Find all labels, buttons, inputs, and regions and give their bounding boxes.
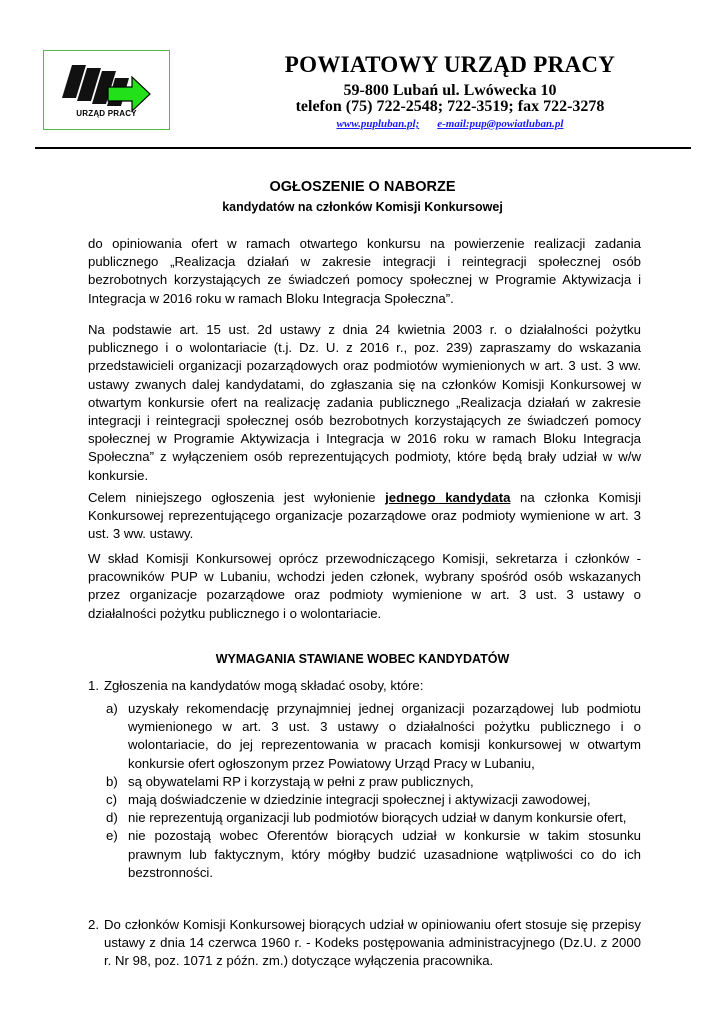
sub-item — [106, 791, 641, 809]
org-address: 59-800 Lubań ul. Lwówecka 10 — [343, 82, 557, 99]
sub-item-letter: d) — [106, 810, 118, 826]
logo-graphic — [44, 51, 171, 131]
sub-item-text: nie pozostają wobec Oferentów biorących udział w konkursie w takim stosunku prawnym lub faktycznym, który mógłby budzić uzasadnione wątpliwości co do ich bezstronności. — [128, 828, 641, 880]
paragraph-legal-basis: Na podstawie art. 15 ust. 2d ustawy z dnia 24 kwietnia 2003 r. o działalności pożytku publicznego i o wolontariacie (t.j. Dz. U. z 2016 r., poz. 239) zapraszamy do wskazania przedstawicieli organizacji pozarządowych oraz podmiotów wymienionych w art. 3 ust. 3 ww. ustawy zwanych dalej kandydatami, do zgłaszania się na członków Komisji Konkursowej w otwartym konkursie ofert na realizację zadania publicznego „Realizacja działań w zakresie integracji i reintegracji społecznej osób bezrobotnych korzystających ze świadczeń pomocy społecznej w Programie Aktywizacja i Integracja w 2016 roku w ramach Bloku Integracja Społeczna” z wyłączeniem osób reprezentujących podmioty, które będą brały udział w w/w konkursie. — [88, 322, 641, 483]
item-number: 1. — [88, 678, 99, 693]
org-name: POWIATOWY URZĄD PRACY — [284, 52, 616, 77]
requirement-item-2 — [88, 916, 641, 971]
sub-item-text: mają doświadczenie w dziedzinie integracji społecznej i aktywizacji zawodowej, — [128, 792, 591, 808]
sub-item — [106, 809, 641, 827]
requirements-heading: WYMAGANIA STAWIANE WOBEC KANDYDATÓW — [215, 652, 510, 666]
sub-item-letter: b) — [106, 773, 118, 789]
sub-item — [106, 773, 641, 791]
purpose-emphasis: jednego kandydata — [385, 490, 511, 505]
email-link[interactable]: e-mail:pup@powiatluban.pl — [437, 118, 564, 130]
notice-subtitle: kandydatów na członków Komisji Konkursowej — [222, 200, 503, 214]
item-number: 2. — [88, 917, 99, 932]
purpose-text-start: Celem niniejszego ogłoszenia jest wyłonienie — [88, 490, 386, 505]
sub-item-letter: c) — [106, 792, 117, 808]
requirement-sub-list — [106, 700, 641, 882]
paragraph-scope: do opiniowania ofert w ramach otwartego konkursu na powierzenie realizacji zadania publicznego „Realizacja działań w zakresie integracji i reintegracji społecznej osób bezrobotnych korzystających ze świadczeń pomocy społecznej w Programie Aktywizacja i Integracja w 2016 roku w ramach Bloku Integracja Społeczna”. — [88, 236, 641, 306]
paragraph-composition: W skład Komisji Konkursowej oprócz przewodniczącego Komisji, sekretarza i członków - pracowników PUP w Lubaniu, wchodzi jeden członek, wybrany spośród osób wskazanych przez organizacje pozarządowe oraz podmioty wymienione w art. 3 ust. 3 ustawy o działalności pożytku publicznego i o wolontariacie. — [88, 551, 641, 621]
item-text: Do członków Komisji Konkursowej biorących udział w opiniowaniu ofert stosuje się przepisy ustawy z dnia 14 czerwca 1960 r. - Kodeks postępowania administracyjnego (Dz.U. z 2000 r. Nr 98, poz. 1071 z późn. zm.) dotyczące wyłączenia pracownika. — [104, 917, 641, 969]
sub-item-letter: e) — [106, 828, 118, 844]
org-phones: telefon (75) 722-2548; 722-3519; fax 722-3278 — [295, 98, 605, 115]
paragraph-purpose — [88, 489, 641, 544]
office-logo — [43, 50, 170, 130]
sub-item — [106, 700, 641, 773]
sub-item-letter: a) — [106, 701, 118, 716]
notice-title: OGŁOSZENIE O NABORZE — [269, 179, 456, 195]
requirement-item-1 — [88, 677, 641, 695]
sub-item — [106, 827, 641, 882]
sub-item-text: są obywatelami RP i korzystają w pełni z praw publicznych, — [128, 773, 474, 789]
item-text: Zgłoszenia na kandydatów mogą składać osoby, które: — [104, 678, 424, 693]
website-link[interactable]: www.pupluban.pl; — [336, 118, 420, 130]
header-divider — [35, 147, 691, 149]
org-contact-links — [240, 118, 660, 130]
sub-item-text: nie reprezentują organizacji lub podmiotów biorących udział w danym konkursie ofert, — [128, 810, 627, 826]
sub-item-text: uzyskały rekomendację przynajmniej jednej organizacji pozarządowej lub podmiotu wymienionego w art. 3 ust. 3 ustawy o działalności pożytku publicznego i o wolontariacie, do jej reprezentowania w pracach komisji konkursowej w otwartym konkursie ofert ogłoszonym przez Powiatowy Urząd Pracy w Lubaniu, — [128, 701, 641, 771]
purpose-text-end: na członka Komisji Konkursowej reprezentującego organizacje pozarządowe oraz podmioty wymienione w art. 3 ust. 3 ww. ustawy. — [88, 490, 642, 542]
logo-caption: URZĄD PRACY — [76, 109, 137, 118]
